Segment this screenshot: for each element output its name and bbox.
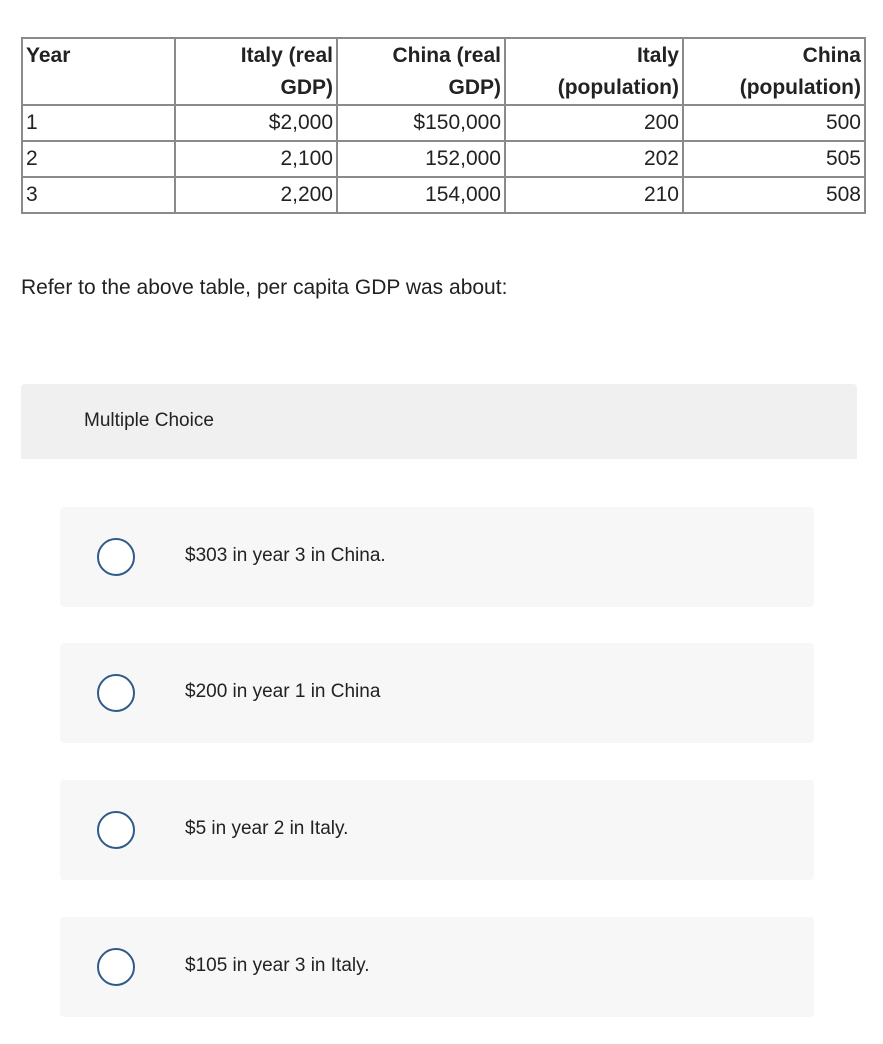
answer-option-label: $303 in year 3 in China. [185, 545, 386, 566]
header-china-population [683, 38, 865, 105]
cell-china-gdp: 152,000 [337, 141, 505, 177]
cell-china-gdp: $150,000 [337, 105, 505, 141]
header-italy-pop-line1: Italy [636, 44, 679, 67]
gdp-population-table [21, 37, 866, 214]
question-text: Refer to the above table, per capita GDP was about: [21, 276, 508, 299]
cell-italy-gdp: 2,100 [175, 141, 337, 177]
cell-italy-gdp: 2,200 [175, 177, 337, 213]
header-china-pop-line2: (population) [739, 76, 861, 99]
cell-italy-gdp: $2,000 [175, 105, 337, 141]
radio-button-icon[interactable] [97, 674, 135, 712]
header-china-gdp [337, 38, 505, 105]
cell-china-population: 500 [683, 105, 865, 141]
cell-china-population: 505 [683, 141, 865, 177]
header-italy-population [505, 38, 683, 105]
answer-option-label: $105 in year 3 in Italy. [185, 955, 370, 976]
answer-option-label: $5 in year 2 in Italy. [185, 818, 349, 839]
table-row [22, 141, 865, 177]
header-year: Year [22, 38, 175, 105]
cell-italy-population: 202 [505, 141, 683, 177]
header-italy-gdp-line2: GDP) [280, 76, 333, 99]
header-china-pop-line1: China [802, 44, 861, 67]
answer-option-1[interactable] [60, 507, 814, 607]
cell-china-gdp: 154,000 [337, 177, 505, 213]
cell-year: 1 [22, 105, 175, 141]
header-italy-gdp [175, 38, 337, 105]
cell-italy-population: 210 [505, 177, 683, 213]
cell-italy-population: 200 [505, 105, 683, 141]
multiple-choice-header [21, 384, 857, 459]
answer-option-2[interactable] [60, 643, 814, 743]
multiple-choice-panel [21, 384, 857, 1044]
header-italy-pop-line2: (population) [557, 76, 679, 99]
answer-option-label: $200 in year 1 in China [185, 681, 381, 702]
cell-year: 2 [22, 141, 175, 177]
multiple-choice-options [21, 459, 857, 1044]
header-china-gdp-line1: China (real [392, 44, 501, 67]
cell-year: 3 [22, 177, 175, 213]
table-header-row [22, 38, 865, 105]
radio-button-icon[interactable] [97, 811, 135, 849]
answer-option-3[interactable] [60, 780, 814, 880]
table-row [22, 105, 865, 141]
answer-option-4[interactable] [60, 917, 814, 1017]
table-row [22, 177, 865, 213]
multiple-choice-title: Multiple Choice [84, 410, 214, 431]
header-china-gdp-line2: GDP) [448, 76, 501, 99]
header-italy-gdp-line1: Italy (real [240, 44, 333, 67]
radio-button-icon[interactable] [97, 538, 135, 576]
radio-button-icon[interactable] [97, 948, 135, 986]
cell-china-population: 508 [683, 177, 865, 213]
